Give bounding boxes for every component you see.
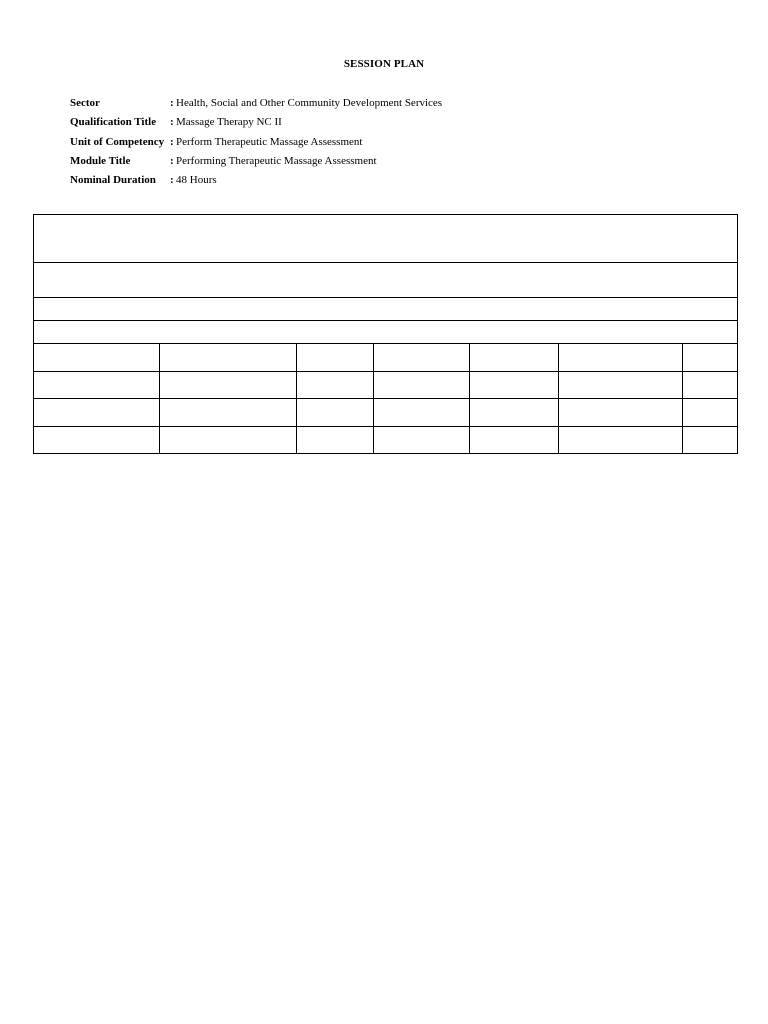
table-cell bbox=[470, 372, 559, 399]
table-cell bbox=[160, 344, 297, 372]
table-cell bbox=[34, 399, 160, 427]
table-row bbox=[34, 399, 738, 427]
table-cell bbox=[559, 427, 683, 454]
qualification-title-separator: : bbox=[170, 116, 174, 129]
table-cell bbox=[160, 427, 297, 454]
table-cell bbox=[34, 427, 160, 454]
table-cell bbox=[683, 427, 738, 454]
table-cell bbox=[297, 344, 374, 372]
table-cell bbox=[683, 372, 738, 399]
table-row bbox=[34, 372, 738, 399]
unit-of-competency-label: Unit of Competency bbox=[70, 135, 165, 148]
table-cell bbox=[34, 321, 738, 344]
unit-of-competency-separator: : bbox=[170, 135, 174, 148]
session-plan-table bbox=[33, 214, 738, 454]
table-cell bbox=[559, 344, 683, 372]
sector-row bbox=[70, 96, 442, 115]
table-row bbox=[34, 298, 738, 321]
nominal-duration-label: Nominal Duration bbox=[70, 174, 156, 187]
module-title-separator: : bbox=[170, 154, 174, 167]
table-row bbox=[34, 263, 738, 298]
table-cell bbox=[683, 399, 738, 427]
table-row bbox=[34, 427, 738, 454]
module-title-value: Performing Therapeutic Massage Assessment bbox=[176, 154, 377, 167]
table-row bbox=[34, 215, 738, 263]
nominal-duration-row bbox=[70, 173, 442, 192]
qualification-title-value: Massage Therapy NC II bbox=[176, 116, 282, 129]
session-info bbox=[70, 96, 442, 192]
sector-label: Sector bbox=[70, 97, 100, 109]
unit-of-competency-value: Perform Therapeutic Massage Assessment bbox=[176, 135, 363, 148]
sector-separator: : bbox=[170, 97, 174, 109]
table-cell bbox=[34, 372, 160, 399]
table-cell bbox=[160, 399, 297, 427]
nominal-duration-value: 48 Hours bbox=[176, 174, 217, 187]
table-cell bbox=[374, 399, 470, 427]
table-cell bbox=[559, 372, 683, 399]
nominal-duration-separator: : bbox=[170, 174, 174, 187]
qualification-title-row bbox=[70, 115, 442, 134]
module-title-row bbox=[70, 154, 442, 173]
table-cell bbox=[470, 399, 559, 427]
table-cell bbox=[683, 344, 738, 372]
table-cell bbox=[559, 399, 683, 427]
table-row bbox=[34, 344, 738, 372]
table-row bbox=[34, 321, 738, 344]
table-cell bbox=[34, 298, 738, 321]
sector-value: Health, Social and Other Community Development Services bbox=[176, 97, 443, 109]
table-cell bbox=[297, 399, 374, 427]
table-cell bbox=[160, 372, 297, 399]
qualification-title-label: Qualification Title bbox=[70, 116, 157, 129]
document-title: SESSION PLAN bbox=[343, 58, 425, 70]
table-cell bbox=[374, 372, 470, 399]
table-cell bbox=[297, 427, 374, 454]
table-cell bbox=[34, 215, 738, 263]
module-title-label: Module Title bbox=[70, 154, 131, 167]
table-cell bbox=[34, 344, 160, 372]
table-cell bbox=[374, 344, 470, 372]
unit-of-competency-row bbox=[70, 135, 442, 154]
table-cell bbox=[34, 263, 738, 298]
table-cell bbox=[297, 372, 374, 399]
table-cell bbox=[470, 344, 559, 372]
table-cell bbox=[470, 427, 559, 454]
table-cell bbox=[374, 427, 470, 454]
